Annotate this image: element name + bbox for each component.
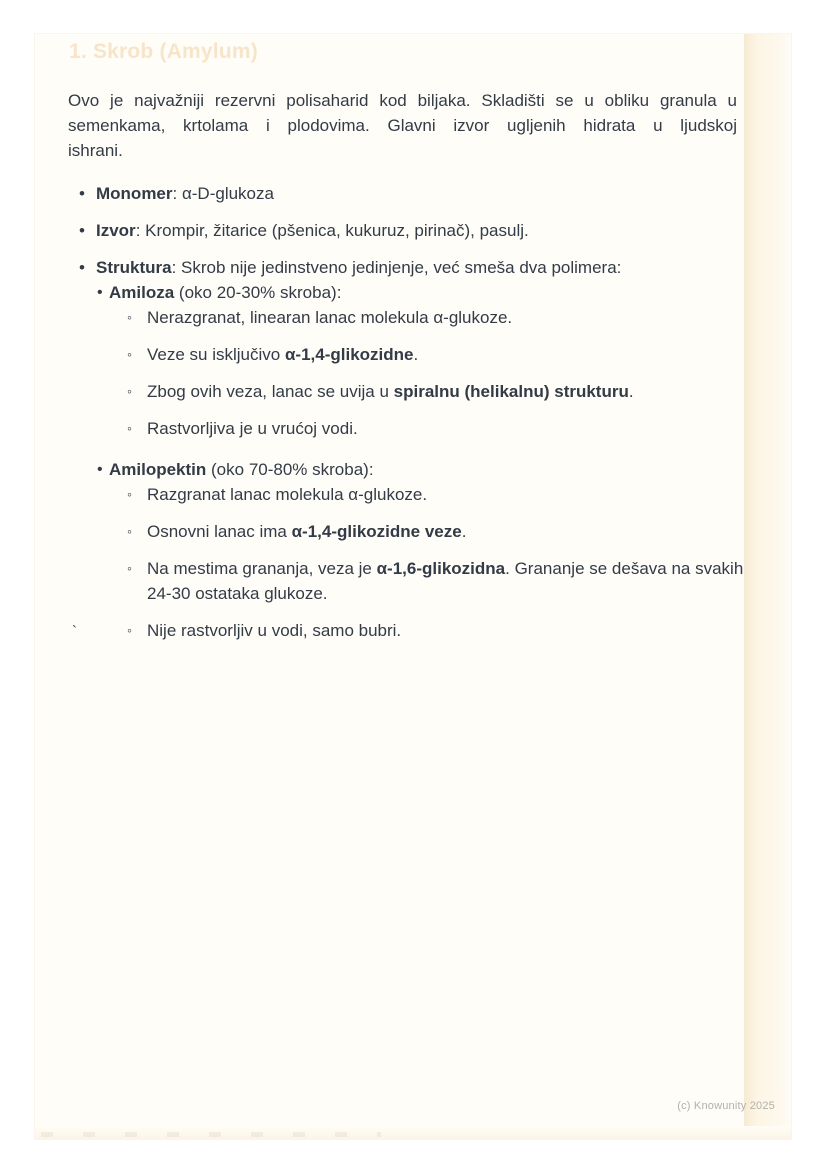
intro-line: Ovo je najvažniji rezervni polisaharid kod biljaka. Skladišti se u obliku granula u — [68, 91, 737, 110]
list-item — [35, 218, 771, 243]
circle-bullet-icon: ◦ — [127, 523, 132, 539]
list-item-text: Amiloza (oko 20-30% skroba): — [109, 283, 342, 302]
list-item — [35, 305, 771, 330]
list-item — [35, 556, 771, 606]
disc-bullet-icon: • — [79, 258, 85, 277]
disc-bullet-icon: • — [97, 284, 103, 301]
document-page — [34, 33, 792, 1140]
list-item-text: Rastvorljiva je u vrućoj vodi. — [147, 419, 358, 438]
circle-bullet-icon: ◦ — [127, 560, 132, 576]
list-item — [35, 280, 771, 305]
list-item — [35, 618, 771, 643]
list-item — [35, 342, 771, 367]
list-item-text: Nerazgranat, linearan lanac molekula α-glukoze. — [147, 308, 513, 327]
intro-line: semenkama, krtolama i plodovima. Glavni izvor ugljenih hidrata u ljudskoj — [68, 116, 737, 135]
circle-bullet-icon: ◦ — [127, 486, 132, 502]
list-item-text: Izvor: Krompir, žitarice (pšenica, kukuruz, pirinač), pasulj. — [96, 221, 529, 240]
list-item — [35, 181, 771, 206]
list-item-text: Na mestima grananja, veza je α-1,6-glikozidna. Grananje se dešava na svakih 24-30 ostataka glukoze. — [147, 559, 744, 603]
list-item — [35, 379, 771, 404]
disc-bullet-icon: • — [97, 461, 103, 478]
list-item — [35, 519, 771, 544]
disc-bullet-icon: • — [79, 184, 85, 203]
list-item-text: Nije rastvorljiv u vodi, samo bubri. — [147, 621, 402, 640]
intro-paragraph — [68, 88, 737, 163]
list-item-text: Monomer: α-D-glukoza — [96, 184, 274, 203]
circle-bullet-icon: ◦ — [127, 346, 132, 362]
list-item — [35, 482, 771, 507]
list-item — [35, 457, 771, 482]
list-item — [35, 255, 771, 280]
page-content — [35, 37, 791, 643]
circle-bullet-icon: ◦ — [127, 383, 132, 399]
page-bottom-edge — [35, 1126, 791, 1139]
circle-bullet-icon: ◦ — [127, 622, 132, 638]
stray-backtick: ` — [72, 623, 77, 640]
list-item — [35, 416, 771, 441]
disc-bullet-icon: • — [79, 221, 85, 240]
list-item-text: Amilopektin (oko 70-80% skroba): — [109, 460, 374, 479]
copyright-footer: (c) Knowunity 2025 — [677, 1100, 775, 1112]
list-item-text: Osnovni lanac ima α-1,4-glikozidne veze. — [147, 522, 467, 541]
circle-bullet-icon: ◦ — [127, 420, 132, 436]
circle-bullet-icon: ◦ — [127, 309, 132, 325]
bullet-list — [35, 181, 791, 643]
list-item-text: Veze su isključivo α-1,4-glikozidne. — [147, 345, 419, 364]
page-title: 1. Skrob (Amylum) — [69, 40, 258, 63]
list-item-text: Zbog ovih veza, lanac se uvija u spiralnu (helikalnu) strukturu. — [147, 382, 634, 401]
list-item-text: Struktura: Skrob nije jedinstveno jedinjenje, već smeša dva polimera: — [96, 258, 622, 277]
list-item-text: Razgranat lanac molekula α-glukoze. — [147, 485, 428, 504]
intro-line: ishrani. — [68, 141, 123, 160]
